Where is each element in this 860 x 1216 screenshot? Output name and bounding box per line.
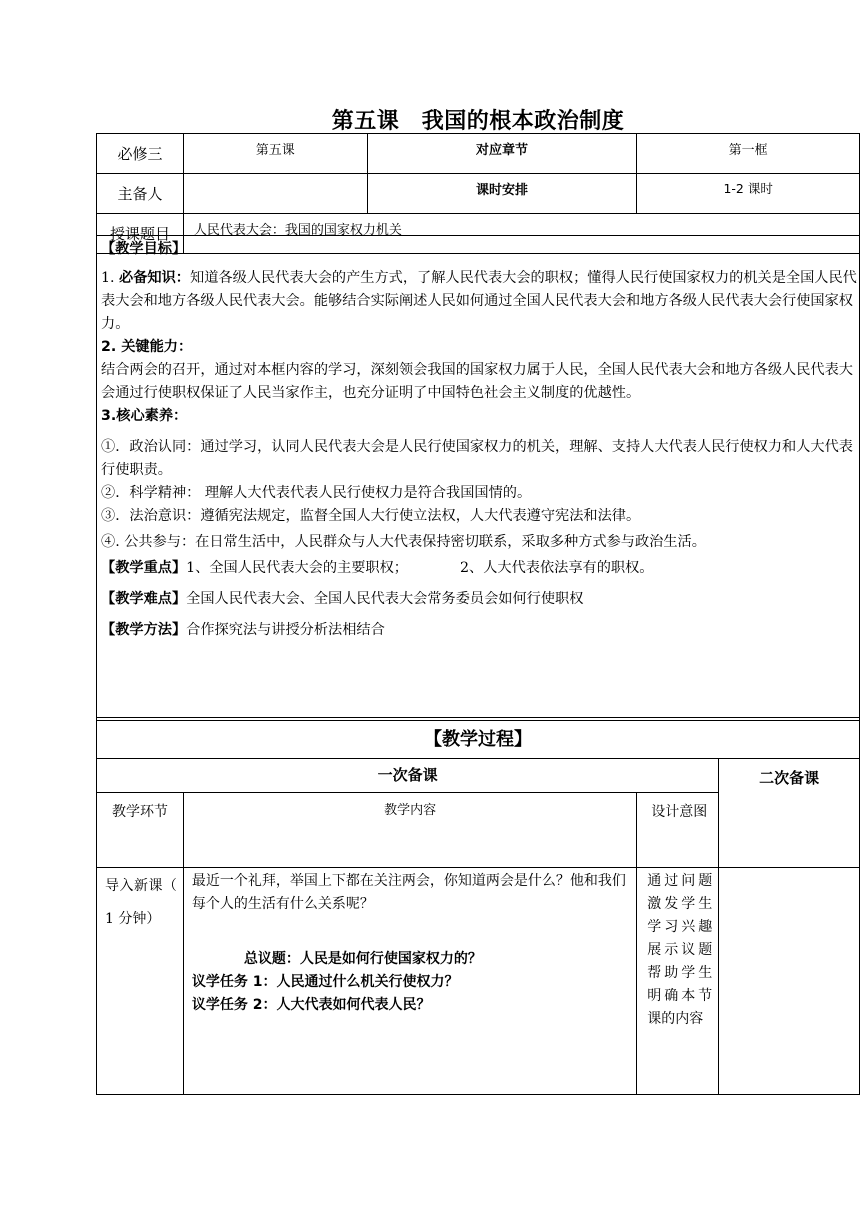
knowledge-label: 必备知识：	[119, 270, 190, 286]
schedule-label: 课时安排	[367, 174, 637, 214]
preparer-value	[183, 174, 367, 214]
topic-label: 授课题目	[97, 214, 184, 254]
knowledge-paragraph	[101, 267, 859, 336]
key-text-2: 2、人大代表依法享有的职权。	[459, 560, 654, 576]
teaching-method	[101, 619, 859, 642]
key-text-1: 1、全国人民代表大会的主要职权；	[186, 560, 408, 576]
objectives-cell	[97, 236, 860, 721]
lesson-value: 第五课	[183, 134, 367, 174]
competency-2: ②．科学精神： 理解人大代表代表人民行使权力是符合我国国情的。	[101, 485, 532, 501]
objectives-table	[96, 235, 860, 721]
design-column-header: 设计意图	[637, 793, 719, 868]
chapter-label: 对应章节	[367, 134, 637, 174]
task-2: 议学任务 2：人大代表如何代表人民？	[191, 997, 431, 1013]
preparer-label: 主备人	[97, 174, 184, 214]
stage-column-header: 教学环节	[97, 793, 184, 868]
key-points	[101, 557, 859, 580]
course-label: 必修三	[97, 134, 184, 174]
process-title: 【教学过程】	[97, 718, 860, 759]
knowledge-prefix: 1.	[101, 270, 120, 286]
difficult-text: 全国人民代表大会、全国人民代表大会常务委员会如何行使职权	[186, 591, 584, 607]
table-row	[97, 174, 860, 214]
difficult-points	[101, 588, 859, 611]
competency-3: ③．法治意识：遵循宪法规定，监督全国人大行使立法权，人大代表遵守宪法和法律。	[101, 508, 641, 524]
difficult-label: 【教学难点】	[101, 591, 187, 607]
content-column-header: 教学内容	[183, 793, 636, 868]
knowledge-text: 知道各级人民代表大会的产生方式，了解人民代表大会的职权；懂得人民行使国家权力的机关是全国人民代表大会和地方各级人民代表大会。能够结合实际阐述人民如何通过全国人民代表大会和地方各级人民代表大会行使国家权力。	[101, 270, 857, 332]
content-intro	[183, 868, 636, 1095]
ability-text: 结合两会的召开，通过对本框内容的学习，深刻领会我国的国家权力属于人民，全国人民代表大会和地方各级人民代表大会通过行使职权保证了人民当家作主，也充分证明了中国特色社会主义制度的优越性。	[101, 362, 853, 401]
second-prep-header: 二次备课	[719, 759, 860, 868]
second-prep-cell	[719, 868, 860, 1095]
schedule-value: 1-2 课时	[637, 174, 860, 214]
table-row	[97, 868, 860, 1095]
intro-question: 最近一个礼拜，举国上下都在关注两会，你知道两会是什么？他和我们每个人的生活有什么关系呢？	[191, 873, 626, 912]
design-intro: 通过问题激发学生学习兴趣展示议题帮助学生明确本节课的内容	[637, 868, 719, 1095]
competency-4: ④. 公共参与：在日常生活中，人民群众与人大代表保持密切联系，采取多种方式参与政治生活。	[101, 534, 706, 550]
method-text: 合作探究法与讲授分析法相结合	[186, 622, 385, 638]
stage-intro: 导入新课（ 1 分钟）	[97, 868, 184, 1095]
key-label: 【教学重点】	[101, 560, 187, 576]
topic-value: 人民代表大会：我国的国家权力机关	[183, 214, 859, 254]
process-table	[96, 717, 860, 1095]
objectives-heading: 【教学目标】	[101, 241, 187, 257]
method-label: 【教学方法】	[101, 622, 187, 638]
competency-label: 3.核心素养：	[101, 408, 188, 424]
task-1: 议学任务 1：人民通过什么机关行使权力？	[191, 974, 459, 990]
first-prep-header: 一次备课	[97, 759, 719, 793]
ability-label: 2. 关键能力：	[101, 339, 193, 355]
frame-value: 第一框	[637, 134, 860, 174]
page-title: 第五课 我国的根本政治制度	[331, 109, 625, 134]
main-topic: 总议题：人民是如何行使国家权力的？	[243, 951, 482, 967]
competency-1: ①．政治认同：通过学习，认同人民代表大会是人民行使国家权力的机关，理解、支持人大代表人民行使权力和人大代表行使职责。	[101, 439, 853, 478]
table-row	[97, 134, 860, 174]
